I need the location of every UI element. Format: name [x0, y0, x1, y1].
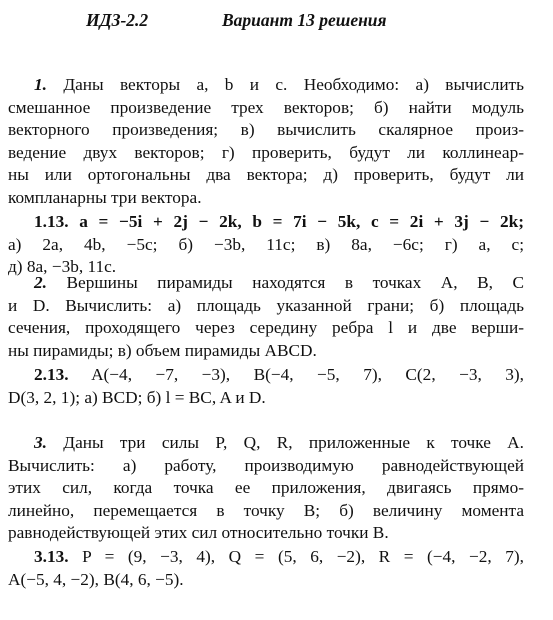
problem-2	[8, 272, 524, 362]
problem-3-line: линейно, перемещается в точку B; б) величину момента	[8, 500, 524, 520]
problem-1	[8, 74, 524, 210]
variant-1-13	[8, 211, 524, 279]
problem-1-line	[8, 74, 524, 97]
problem-1-text: Даны векторы a, b и c. Необходимо: а) вычислить	[46, 75, 524, 94]
problem-2-number: 2.	[34, 273, 47, 292]
problem-2-line: и D. Вычислить: а) площадь указанной грани; б) площадь	[8, 295, 524, 315]
variant-2-13	[8, 364, 524, 409]
variant-1-line: а) 2a, 4b, −5c; б) −3b, 11c; в) 8a, −6c; г) a, c;	[8, 234, 524, 254]
variant-1-text: a = −5i + 2j − 2k, b = 7i − 5k, c = 2i + 3j − 2k;	[68, 212, 524, 231]
variant-3-line: A(−5, 4, −2), B(4, 6, −5).	[8, 569, 184, 589]
variant-1-number: 1.13.	[34, 212, 69, 231]
variant-3-text: P = (9, −3, 4), Q = (5, 6, −2), R = (−4, −2, 7),	[68, 547, 524, 566]
variant-3-13	[8, 546, 524, 591]
page-header	[0, 10, 553, 34]
header-task-id: ИДЗ-2.2	[86, 10, 149, 30]
variant-1-line: д) 8a, −3b, 11c.	[8, 257, 117, 277]
variant-3-number: 3.13.	[34, 547, 69, 566]
problem-1-line: смешанное произведение трех векторов; б) найти модуль	[8, 97, 524, 117]
problem-3-text: Даны три силы P, Q, R, приложенные к точке A.	[46, 433, 524, 452]
problem-2-line	[8, 272, 524, 295]
problem-3-line	[8, 432, 524, 455]
variant-2-line	[8, 364, 524, 387]
problem-3-number: 3.	[34, 433, 47, 452]
problem-2-line: ны пирамиды; в) объем пирамиды ABCD.	[8, 340, 317, 360]
variant-2-number: 2.13.	[34, 365, 69, 384]
problem-1-line: компланарны три вектора.	[8, 187, 202, 207]
problem-3-line: этих сил, когда точка ее приложения, двигаясь прямо-	[8, 478, 524, 498]
problem-1-line: векторного произведения; в) вычислить скалярное произ-	[8, 120, 524, 140]
variant-1-line	[8, 211, 524, 234]
problem-1-number: 1.	[34, 75, 47, 94]
problem-3-line: равнодействующей этих сил относительно точки B.	[8, 523, 389, 543]
header-variant: Вариант 13 решения	[222, 10, 387, 30]
problem-2-line: сечения, проходящего через середину ребра l и две верши-	[8, 318, 524, 338]
problem-1-line: ны или ортогональны два вектора; д) проверить, будут ли	[8, 165, 524, 185]
variant-3-line	[8, 546, 524, 569]
problem-2-text: Вершины пирамиды находятся в точках A, B, C	[46, 273, 524, 292]
problem-3-line: Вычислить: а) работу, производимую равнодействующей	[8, 455, 524, 475]
problem-3	[8, 432, 524, 545]
variant-2-text: A(−4, −7, −3), B(−4, −5, 7), C(2, −3, 3),	[68, 365, 524, 384]
problem-1-line: ведение двух векторов; г) проверить, будут ли коллинеар-	[8, 142, 524, 162]
variant-2-line: D(3, 2, 1); а) BCD; б) l = BC, A и D.	[8, 387, 266, 407]
